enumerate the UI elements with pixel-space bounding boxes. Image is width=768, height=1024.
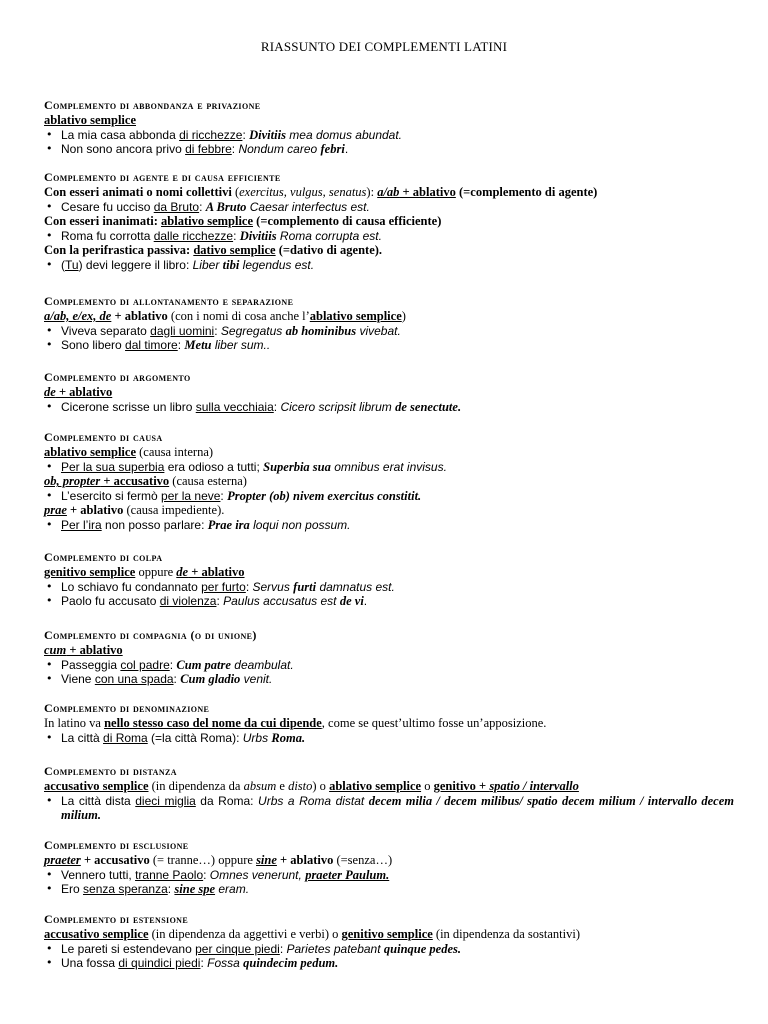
text-run: Paulus accusatus est [223, 594, 340, 609]
section-heading: Complemento di colpa [44, 550, 163, 564]
section-heading: Complemento di agente e di causa efficiente [44, 170, 281, 184]
text-run: : [214, 323, 221, 338]
text-run: Cicero scripsit librum [280, 399, 396, 414]
example-list-item [44, 868, 734, 883]
text-run: Caesar interfectus est. [246, 199, 370, 214]
text-run: (in dipendenza da sostantivi) [432, 927, 580, 941]
text-run: Cum gladio [180, 672, 241, 687]
text-run: ) devi leggere il libro: [78, 257, 193, 272]
text-run: furti [293, 579, 317, 594]
example-list-item [44, 489, 734, 504]
text-run: Per la sua superbia [61, 459, 165, 474]
text-run: Con esseri animati o nomi collettivi [44, 185, 235, 199]
text-run: (=dativo di agente). [275, 243, 383, 258]
text-run: ab hominibus [285, 323, 357, 338]
text-run: ( [61, 257, 65, 272]
text-run: Servus [252, 579, 294, 594]
rule-line [44, 927, 734, 942]
text-run: + ablativo [55, 385, 113, 399]
text-run: (causa interna) [136, 445, 214, 459]
text-run: In latino va [44, 716, 105, 730]
text-run: di quindici piedi [118, 956, 201, 971]
text-run: senza speranza [83, 882, 168, 897]
text-run: di violenza [159, 594, 217, 609]
text-run: Vennero tutti, [61, 867, 136, 882]
text-run: ablativo semplice [44, 113, 137, 127]
text-run: Propter (ob) nivem exercitus constitit. [227, 488, 422, 503]
text-run: : [200, 956, 208, 971]
text-run: ablativo semplice [309, 309, 402, 323]
text-run: decem milia / decem milibus/ spatio decem milium / intervallo decem milium. [61, 793, 735, 823]
rule-line [44, 113, 734, 128]
text-run: oppure [135, 565, 177, 579]
text-run: omnibus erat invisus. [330, 459, 447, 474]
text-run: quindecim pedum. [243, 956, 339, 971]
text-run: tranne Paolo [135, 867, 204, 882]
text-run: quinque pedes. [383, 941, 461, 956]
text-run: , come se quest’ultimo fosse un’apposizione. [321, 716, 547, 730]
text-run: + accusativo [80, 853, 150, 867]
section-heading: Complemento di denominazione [44, 701, 210, 715]
text-run: Tu [65, 257, 79, 272]
example-list-item [44, 580, 734, 595]
rule-line [44, 565, 734, 580]
text-run: : [245, 579, 253, 594]
text-run: Non sono ancora privo [61, 142, 186, 157]
text-run: accusativo semplice [44, 927, 149, 941]
section-heading: Complemento di compagnia (o di unione) [44, 628, 257, 642]
text-run: + accusativo [100, 474, 170, 489]
example-list-item [44, 460, 734, 475]
text-run: per furto [201, 579, 246, 594]
example-list-item [44, 324, 734, 339]
rule-line [44, 716, 734, 731]
text-run: Metu [184, 338, 212, 353]
section [44, 701, 734, 745]
text-run: Viene [61, 672, 95, 687]
rule-line [44, 503, 734, 518]
text-run: : [169, 657, 177, 672]
text-run: ( [234, 185, 240, 199]
text-run: : [233, 228, 240, 243]
text-run: Urbs [242, 730, 272, 745]
text-run: exercitus, vulgus, senatus [239, 185, 367, 199]
text-run: o [421, 779, 434, 793]
section-heading: Complemento di abbondanza e privazione [44, 98, 261, 112]
text-run: da Bruto [153, 199, 200, 214]
text-run: ablativo semplice [329, 779, 422, 793]
text-run: Paolo fu accusato [61, 594, 160, 609]
text-run: (=senza…) [333, 853, 393, 867]
text-run: era odioso a tutti; [164, 459, 264, 474]
text-run: dalle ricchezze [153, 228, 234, 243]
rule-line [44, 474, 734, 489]
text-run: : [279, 941, 287, 956]
example-list-item [44, 128, 734, 143]
text-run: Cesare fu ucciso [61, 199, 154, 214]
text-run: a/ab, e/ex, de [44, 309, 112, 323]
example-list-item [44, 518, 734, 533]
text-run: a/ab [377, 185, 400, 199]
section [44, 912, 734, 971]
example-list-item [44, 731, 734, 746]
text-run: ablativo semplice [44, 445, 137, 459]
text-run: + ablativo [66, 503, 124, 518]
text-run: A Bruto [205, 199, 247, 214]
text-run: Roma. [271, 730, 306, 745]
rule-line [44, 309, 734, 324]
section [44, 430, 734, 533]
text-run: : [177, 338, 185, 353]
section [44, 628, 734, 687]
rule-line [44, 385, 734, 400]
text-run: (=complemento di agente) [455, 185, 598, 199]
section-heading: Complemento di esclusione [44, 838, 189, 852]
text-run: : [173, 672, 181, 687]
text-run: La città dista [61, 793, 136, 808]
text-run: La mia casa abbonda [61, 127, 180, 142]
section-heading: Complemento di argomento [44, 370, 191, 384]
text-run: Sono libero [61, 338, 126, 353]
text-run: praeter Paulum. [305, 867, 390, 882]
rule-line [44, 243, 734, 258]
text-run: (in dipendenza da aggettivi e verbi) o [148, 927, 342, 941]
example-list-item [44, 956, 734, 971]
section-heading: Complemento di distanza [44, 764, 177, 778]
text-run: de vi [339, 594, 364, 609]
section [44, 550, 734, 609]
text-run: non posso parlare: [101, 517, 208, 532]
example-list-item [44, 200, 734, 215]
text-run: dativo semplice [193, 243, 276, 258]
section [44, 838, 734, 897]
text-run: (causa esterna) [169, 474, 247, 489]
text-run: de [44, 385, 56, 399]
text-run: : [203, 867, 210, 882]
text-run: eram. [215, 882, 250, 897]
text-run: praeter [44, 853, 81, 867]
text-run: Cicerone scrisse un libro [61, 399, 196, 414]
text-run: : [242, 127, 250, 142]
text-run: Con la perifrastica passiva: [44, 243, 194, 258]
text-run: Passeggia [61, 657, 121, 672]
text-run: con una spada [94, 672, 174, 687]
text-run: Con esseri inanimati: [44, 214, 162, 229]
text-run: genitivo semplice [44, 565, 136, 579]
text-run: Le pareti si estendevano [61, 941, 196, 956]
text-run: ) o [312, 779, 330, 793]
text-run: legendus est. [239, 257, 315, 272]
text-run: L’esercito si fermò [61, 488, 162, 503]
text-run: : [199, 199, 206, 214]
text-run: : [167, 882, 175, 897]
example-list-item [44, 400, 734, 415]
example-list-item [44, 672, 734, 687]
text-run: ) [401, 309, 406, 323]
text-run: La città [61, 730, 104, 745]
text-run: di Roma [103, 730, 148, 745]
rule-line [44, 853, 734, 868]
text-run: Divitiis [249, 127, 286, 142]
text-run: dagli uomini [150, 323, 215, 338]
text-run: nello stesso caso del nome da cui dipende [104, 716, 322, 730]
text-run: de senectute. [395, 399, 462, 414]
example-list-item [44, 942, 734, 957]
text-run: Divitiis [239, 228, 277, 243]
example-list-item [44, 229, 734, 244]
text-run: Segregatus [220, 323, 286, 338]
text-run: per cinque piedi [195, 941, 280, 956]
text-run: sine spe [174, 882, 216, 897]
text-run: + ablativo [276, 853, 334, 867]
text-run: : [216, 594, 224, 609]
text-run: Omnes venerunt, [209, 867, 306, 882]
text-run: di febbre [185, 142, 232, 157]
section [44, 294, 734, 353]
document-title: RIASSUNTO DEI COMPLEMENTI LATINI [260, 39, 508, 54]
text-run: Cum patre [176, 657, 231, 672]
example-list-item [44, 794, 734, 823]
text-run: Prae ira [207, 517, 250, 532]
text-run: ): [366, 185, 378, 199]
text-run: deambulat. [230, 657, 294, 672]
text-run: da Roma: [195, 793, 259, 808]
rule-line [44, 643, 734, 658]
text-run: (con i nomi di cosa anche l’ [167, 309, 310, 323]
text-run: mea domus abundat. [285, 127, 403, 142]
text-run: genitivo + [433, 779, 490, 793]
text-run: + ablativo [399, 185, 456, 199]
text-run: ob, propter [44, 474, 101, 489]
text-run: Roma corrupta est. [276, 228, 382, 243]
text-run: + ablativo [188, 565, 245, 579]
text-run: (= tranne…) oppure [149, 853, 257, 867]
text-run: Roma fu corrotta [61, 228, 154, 243]
text-run: sine [256, 853, 277, 867]
example-list-item [44, 142, 734, 157]
section [44, 170, 734, 273]
text-run: (causa impediente). [123, 503, 225, 518]
rule-line [44, 214, 734, 229]
example-list-item [44, 882, 734, 897]
text-run: (in dipendenza da [148, 779, 244, 793]
text-run: + ablativo [111, 309, 168, 323]
text-run: Ero [61, 882, 84, 897]
text-run: (=la città Roma): [147, 730, 243, 745]
text-run: de [176, 565, 189, 579]
rule-line [44, 779, 734, 794]
section-heading: Complemento di allontanamento e separazione [44, 294, 294, 308]
text-run: di ricchezze [179, 127, 243, 142]
text-run: disto [288, 779, 313, 793]
text-run: Liber [192, 257, 223, 272]
text-run: Superbia sua [263, 459, 331, 474]
example-list-item [44, 258, 734, 273]
section [44, 370, 734, 414]
text-run: cum [44, 643, 67, 657]
text-run: Fossa [207, 956, 244, 971]
example-list-item [44, 594, 734, 609]
text-run: Nondum careo [238, 142, 321, 157]
text-run: dieci miglia [135, 793, 196, 808]
text-run: . [344, 142, 349, 157]
text-run: per la neve [161, 488, 221, 503]
text-run: tibi [222, 257, 240, 272]
text-run: spatio / intervallo [489, 779, 579, 793]
text-run: prae [44, 503, 67, 518]
text-run: : [220, 488, 228, 503]
text-run: Parietes patebant [286, 941, 384, 956]
section [44, 764, 734, 823]
text-run: febri [320, 142, 345, 157]
section-heading: Complemento di estensione [44, 912, 189, 926]
text-run: sulla vecchiaia [195, 399, 274, 414]
text-run: : [231, 142, 239, 157]
text-run: : [273, 399, 281, 414]
rule-line [44, 445, 734, 460]
text-run: . [363, 594, 368, 609]
example-list-item [44, 338, 734, 353]
text-run: Una fossa [61, 956, 119, 971]
text-run: ablativo semplice [161, 214, 254, 229]
text-run: absum [243, 779, 277, 793]
text-run: + ablativo [66, 643, 123, 657]
text-run: Lo schiavo fu condannato [61, 579, 202, 594]
text-run: dal timore [125, 338, 178, 353]
text-run: vivebat. [356, 323, 401, 338]
section [44, 98, 734, 157]
rule-line [44, 185, 734, 200]
text-run: Viveva separato [61, 323, 151, 338]
text-run: damnatus est. [316, 579, 395, 594]
text-run: (=complemento di causa efficiente) [253, 214, 442, 229]
example-list-item [44, 658, 734, 673]
text-run: venit. [240, 672, 273, 687]
text-run: genitivo semplice [341, 927, 433, 941]
text-run: loqui non possum. [249, 517, 351, 532]
text-run: Urbs a Roma distat [258, 793, 369, 808]
section-heading: Complemento di causa [44, 430, 163, 444]
text-run: Per l’ira [61, 517, 102, 532]
text-run: liber sum.. [211, 338, 271, 353]
text-run: col padre [120, 657, 170, 672]
text-run: e [276, 779, 289, 793]
text-run: accusativo semplice [44, 779, 149, 793]
